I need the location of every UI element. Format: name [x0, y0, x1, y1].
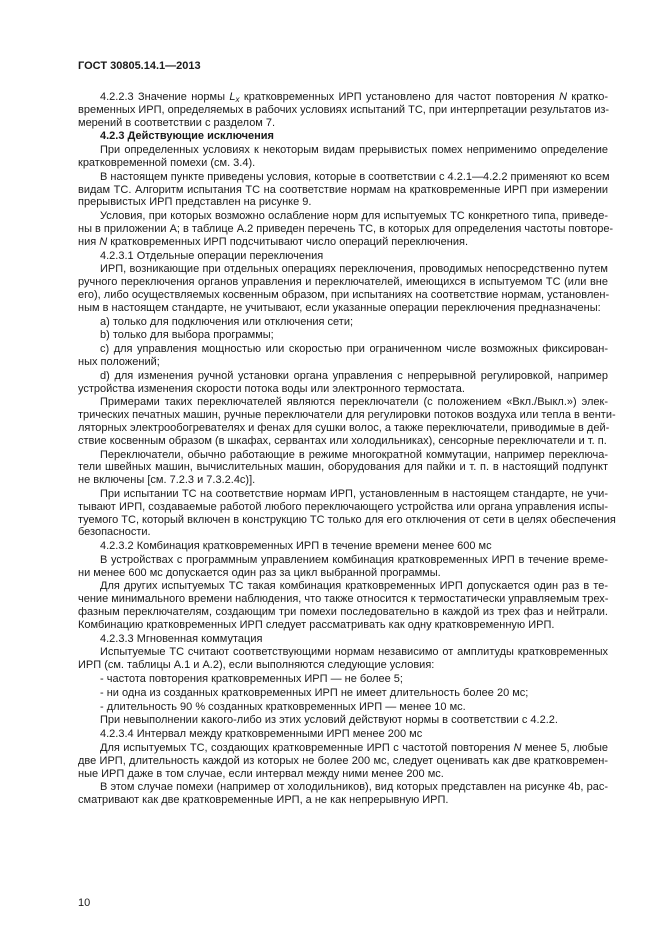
- text-line: [78, 236, 608, 249]
- text-line: При невыполнении какого-либо из этих условий действуют нормы в соответствии с 4.2.2.: [100, 714, 558, 727]
- text-line: Переключатели, обычно работающие в режиме многократной коммутации, например переключа-: [100, 448, 608, 461]
- text-line: В устройствах с программным управлением комбинация кратковременных ИРП в течение време-: [100, 553, 608, 566]
- text-line: При испытании ТС на соответствие нормам ИРП, установленным в настоящем стандарте, не учи-: [100, 487, 608, 500]
- text-line: видам ТС. Алгоритм испытания ТС на соответствие нормам на кратковременные ИРП при измерении: [78, 183, 608, 196]
- text-line: Для других испытуемых ТС такая комбинация кратковременных ИРП допускается один раз в те-: [100, 580, 608, 593]
- text-line: 4.2.3.4 Интервал между кратковременными ИРП менее 200 мс: [100, 728, 423, 741]
- paragraph: [78, 728, 608, 741]
- text-line: ни менее 600 мс допускается один раз за цикл выбранной программы.: [78, 566, 441, 579]
- text-line: ручного переключения органов управления и переключателей, имеющихся в испытуемом ТС (или вне: [78, 276, 608, 289]
- page-number: 10: [78, 897, 91, 909]
- text-line: мерений в соответствии с разделом 7.: [78, 116, 276, 129]
- text-line: Испытуемые ТС считают соответствующими нормам независимо от амплитуды кратковременных: [100, 646, 608, 659]
- subscript: x: [235, 95, 240, 104]
- text-line: две ИРП, длительность каждой из которых не более 200 мс, следует оценивать как две кратковремен-: [78, 754, 608, 767]
- text-segment: менее 5, любые: [521, 742, 609, 755]
- paragraph: [78, 714, 608, 727]
- text-segment: Для испытуемых ТС, создающих кратковременные ИРП с частотой повторения: [100, 742, 514, 755]
- text-line: ны в приложении А; в таблице А.2 приведен перечень ТС, в которых для определения частоты повторе-: [78, 222, 614, 235]
- text-line: ных положений;: [78, 355, 160, 368]
- paragraph: [78, 91, 608, 129]
- text-line: a) только для подключения или отключения сети;: [100, 315, 354, 328]
- text-line: ляторных электрообогревателях и фенах для сушки волос, а также переключатели, приводимые в дей-: [78, 421, 610, 434]
- text-line: чение минимального времени наблюдения, что также относится к термостатически управляемым трех-: [78, 593, 609, 606]
- text-line: В этом случае помехи (например от холодильников), вид которых представлен на рисунке 4b, рас-: [100, 781, 608, 794]
- text-segment: кратковременных ИРП подсчитывают число операций переключения.: [107, 235, 469, 248]
- text-line: При определенных условиях к некоторым видам прерывистых помех неприменимо определение: [100, 144, 608, 157]
- text-line: туемого ТС, который включен в конструкцию ТС только для его отключения от сети в целях обеспечения: [78, 513, 616, 526]
- paragraph: [78, 171, 608, 209]
- text-line: тели швейных машин, вычислительных машин, оборудования для пайки и т. п. в настоящий подпункт: [78, 461, 608, 474]
- text-line: c) для управления мощностью или скоростью при ограниченном числе возможных фиксирован-: [100, 343, 608, 356]
- text-line: - частота повторения кратковременных ИРП — не более 5;: [100, 673, 403, 686]
- italic-symbol: L: [229, 91, 236, 103]
- paragraph: [78, 487, 616, 539]
- text-line: [78, 742, 608, 755]
- text-line: ные ИРП даже в том случае, если интервал между ними менее 200 мс.: [78, 767, 444, 780]
- text-line: [78, 91, 608, 104]
- text-line: - длительность 90 % созданных кратковременных ИРП — менее 10 мс.: [100, 700, 466, 713]
- paragraph: [78, 396, 616, 447]
- text-segment: 4.2.2.3 Значение нормы: [100, 91, 230, 103]
- paragraph: [78, 250, 608, 263]
- paragraph: [78, 263, 608, 314]
- document-body: [78, 91, 616, 808]
- text-line: устройства изменения скорости потока воды или электронного термостата.: [78, 382, 465, 395]
- text-line: ным в настоящем стандарте, не учитывают, если указанные операции переключения предназначены:: [78, 301, 601, 314]
- text-line: Примерами таких переключателей являются переключатели (с положением «Вкл./Выкл.») элек-: [100, 396, 608, 409]
- text-line: - ни одна из созданных кратковременных ИРП не имеет длительность более 20 мс;: [100, 686, 529, 699]
- italic-symbol: N: [99, 235, 108, 248]
- paragraph: [78, 210, 614, 248]
- text-line: b) только для выбора программы;: [100, 329, 274, 342]
- paragraph: [78, 370, 608, 396]
- text-segment: кратковременных ИРП установлено для частот повторения: [239, 91, 560, 103]
- text-line: трических печатных машин, ручные переключатели для регулировки потоков воздуха или тепла в венти-: [78, 409, 616, 422]
- text-segment: кратко-: [567, 91, 608, 103]
- paragraph: [78, 673, 608, 686]
- paragraph: [78, 687, 608, 700]
- text-line: 4.2.3.3 Мгновенная коммутация: [100, 632, 263, 645]
- paragraph: [78, 781, 608, 807]
- text-line: ИРП, возникающие при отдельных операциях переключения, проводимых непосредственно путем: [100, 263, 608, 276]
- paragraph: [78, 343, 608, 369]
- paragraph: [78, 449, 608, 487]
- text-line: ИРП (см. таблицы А.1 и А.2), если выполняются следующие условия:: [78, 659, 435, 672]
- text-line: не включены [см. 7.2.3 и 7.3.2.4c)].: [78, 474, 256, 487]
- text-line: его), либо осуществляемых косвенным образом, при испытаниях на соответствие нормам, установлен-: [78, 288, 610, 301]
- paragraph: [78, 742, 608, 780]
- text-line: тывают ИРП, создаваемые работой любого переключающего устройства или органа управления испы-: [78, 500, 608, 513]
- paragraph: [78, 329, 608, 342]
- paragraph: [78, 633, 608, 646]
- paragraph: [78, 646, 608, 672]
- paragraph: [78, 701, 608, 714]
- paragraph: [78, 144, 608, 170]
- text-line: d) для изменения ручной установки органа управления с непрерывной регулировкой, например: [100, 369, 608, 382]
- paragraph: [78, 316, 608, 329]
- text-line: Условия, при которых возможно ослабление норм для испытуемых ТС конкретного типа, приведе-: [100, 210, 608, 223]
- text-line: временных ИРП, определяемых в рабочих условиях испытаний ТС, при интерпретации результатов из-: [78, 103, 610, 116]
- paragraph: [78, 580, 608, 631]
- section-heading: [78, 130, 608, 143]
- text-line: Комбинацию кратковременных ИРП следует рассматривать как одну кратковременную ИРП.: [78, 618, 555, 631]
- text-line: фазным переключателям, создающим три помехи последовательно в каждой из трех фаз и нейтрали.: [78, 606, 608, 619]
- text-line: 4.2.3.2 Комбинация кратковременных ИРП в течение времени менее 600 мс: [100, 540, 492, 553]
- text-line: 4.2.3.1 Отдельные операции переключения: [100, 249, 324, 262]
- text-line: сматривают как две кратковременные ИРП, а не как непрерывную ИРП.: [78, 794, 449, 807]
- text-line: кратковременной помехи (см. 3.4).: [78, 156, 256, 169]
- text-line: прерывистых ИРП представлен на рисунке 9.: [78, 196, 312, 209]
- text-line: В настоящем пункте приведены условия, которые в соответствии с 4.2.1—4.2.2 применяют ко всем: [100, 170, 610, 183]
- text-line: 4.2.3 Действующие исключения: [100, 130, 274, 143]
- text-line: безопасности.: [78, 526, 151, 539]
- italic-symbol: N: [559, 91, 568, 103]
- paragraph: [78, 540, 608, 553]
- italic-symbol: N: [513, 742, 522, 755]
- document-header: ГОСТ 30805.14.1—2013: [78, 60, 201, 72]
- paragraph: [78, 554, 608, 580]
- text-segment: ния: [78, 235, 100, 248]
- text-line: ствие косвенным образом (в шкафах, сервантах или холодильниках), сенсорные переключатели и т. п.: [78, 434, 607, 447]
